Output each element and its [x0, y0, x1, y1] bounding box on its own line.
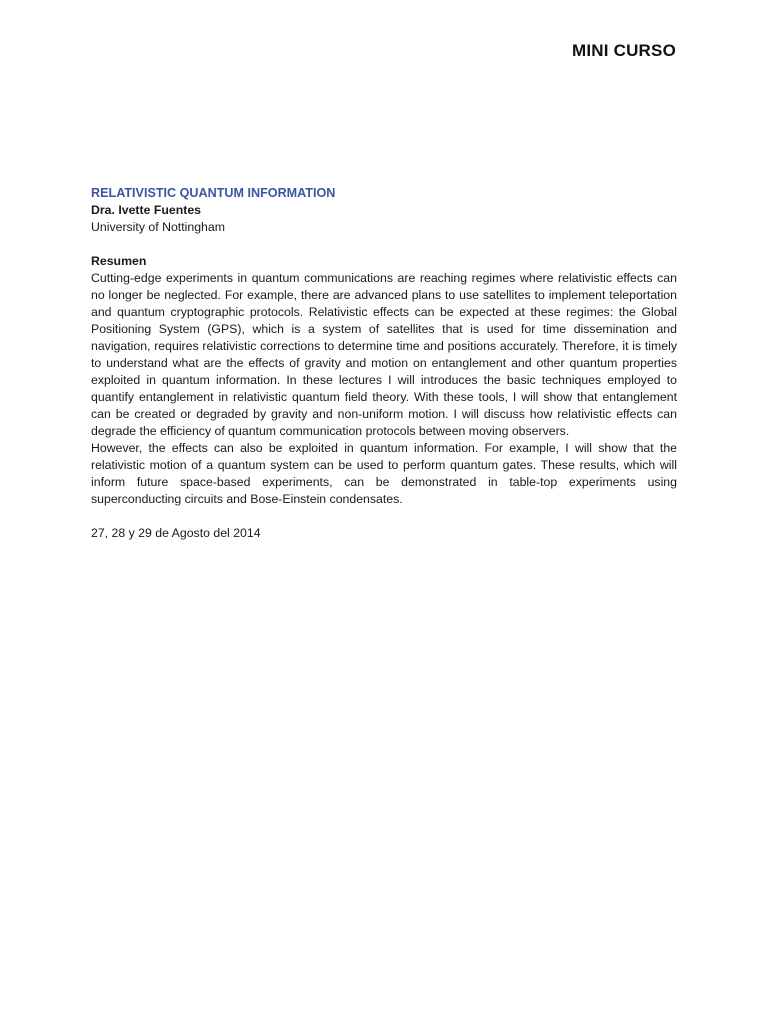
abstract-paragraph-1: Cutting-edge experiments in quantum communications are reaching regimes where relativistic effects can no longer be neglected. For example, there are advanced plans to use satellites to implement teleportation and quantum cryptographic protocols. Relativistic effects can be expected at these regimes: the Global Positioning System (GPS), which is a system of satellites that is used for time dissemination and navigation, requires relativistic corrections to determine time and positions accurately. Therefore, it is timely to understand what are the effects of gravity and motion on entanglement and other quantum properties exploited in quantum information. In these lectures I will introduces the basic techniques employed to quantify entanglement in relativistic quantum field theory. With these tools, I will show that entanglement can be created or degraded by gravity and non-uniform motion. I will discuss how relativistic effects can degrade the efficiency of quantum communication protocols between moving observers.	[91, 271, 677, 438]
abstract-heading: Resumen	[91, 254, 147, 268]
header-label: MINI CURSO	[572, 41, 676, 60]
abstract-paragraph-2: However, the effects can also be exploited in quantum information. For example, I will show that the relativistic motion of a quantum system can be used to perform quantum gates. These results, which will inform future space-based experiments, can be demonstrated in table-top experiments using superconducting circuits and Bose-Einstein condensates.	[91, 441, 677, 506]
course-title: RELATIVISTIC QUANTUM INFORMATION	[91, 186, 336, 200]
author-affiliation: University of Nottingham	[91, 220, 225, 234]
course-content	[91, 185, 677, 542]
course-dates: 27, 28 y 29 de Agosto del 2014	[91, 526, 261, 540]
author-name: Dra. Ivette Fuentes	[91, 203, 202, 217]
